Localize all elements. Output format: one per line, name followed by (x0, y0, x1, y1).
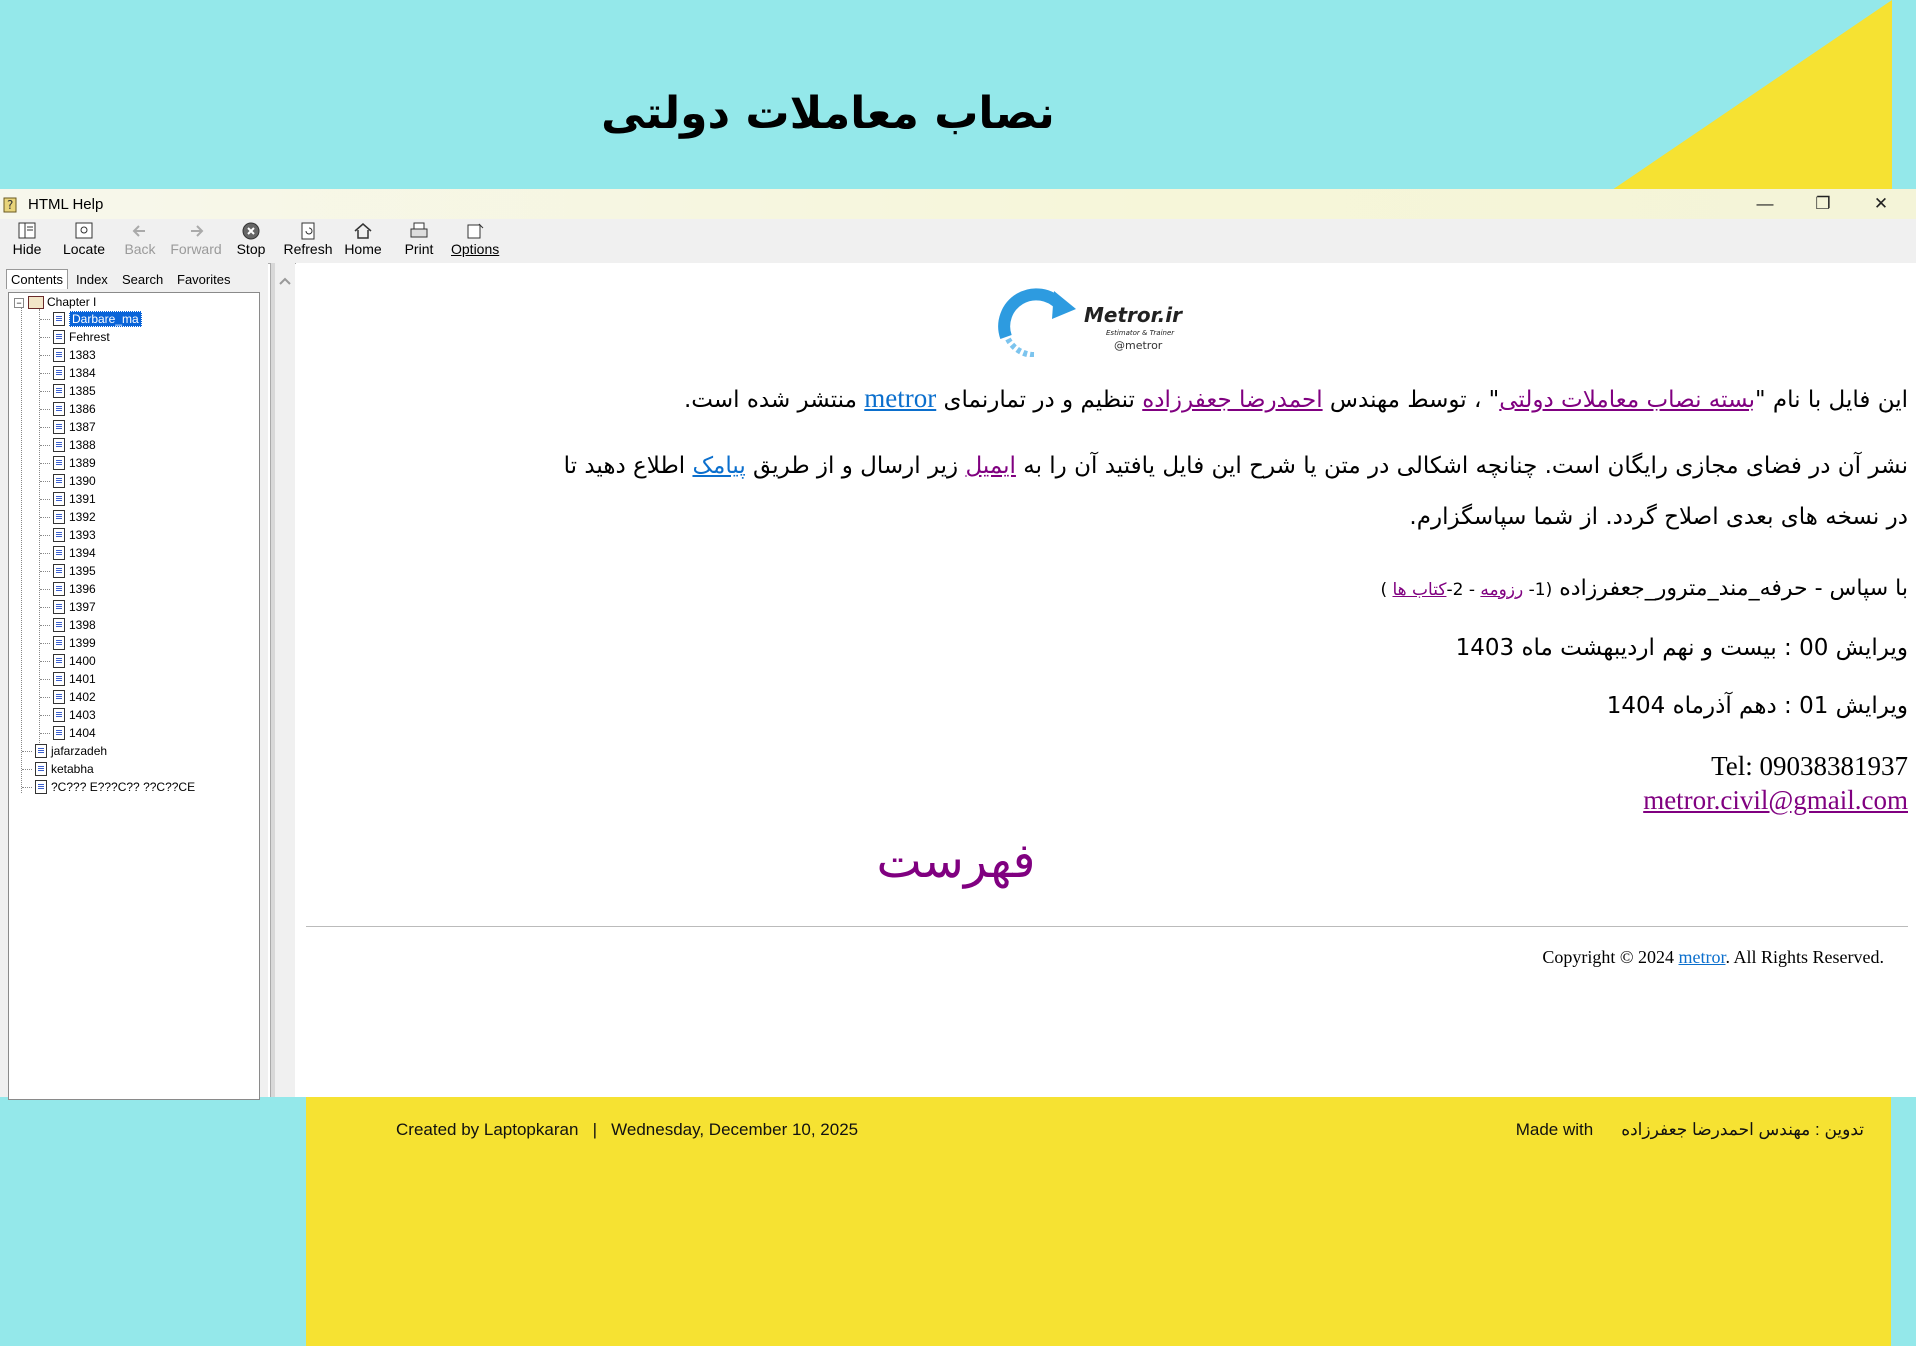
minimize-button[interactable]: — (1756, 194, 1774, 213)
page-icon (53, 474, 65, 488)
home-button[interactable]: Home (344, 221, 382, 257)
page-icon (53, 708, 65, 722)
page-icon (53, 546, 65, 560)
home-icon (352, 221, 374, 241)
copyright-metror-link[interactable]: metror (1678, 947, 1726, 967)
page-icon (53, 312, 65, 326)
page-icon (53, 366, 65, 380)
hide-icon (16, 221, 38, 241)
stop-button[interactable]: Stop (235, 221, 267, 257)
page-icon (53, 564, 65, 578)
forward-button[interactable]: Forward (170, 221, 222, 257)
print-button[interactable]: Print (403, 221, 435, 257)
tree-top-item[interactable]: ?C??? E???C?? ??C??CE (35, 779, 195, 795)
tree-item[interactable]: 1384 (53, 365, 96, 381)
options-button[interactable]: Options (451, 221, 499, 257)
restore-button[interactable]: ❐ (1815, 194, 1831, 213)
page-title: نصاب معاملات دولتی (601, 88, 1055, 139)
page-icon (35, 744, 47, 758)
tree-item[interactable]: 1395 (53, 563, 96, 579)
tab-contents[interactable]: Contents (6, 269, 68, 289)
page-icon (53, 726, 65, 740)
locate-icon (73, 221, 95, 241)
refresh-button[interactable]: Refresh (283, 221, 333, 257)
refresh-icon (297, 221, 319, 241)
page-icon (35, 762, 47, 776)
collapse-toggle-icon[interactable]: − (14, 298, 24, 308)
books-link[interactable]: کتاب ها (1392, 580, 1447, 600)
page-icon (53, 600, 65, 614)
edition-00: ویرایش 00 : بیست و نهم اردیبهشت ماه 1403 (1455, 635, 1908, 661)
page-icon (53, 636, 65, 650)
package-link[interactable]: بسته نصاب معاملات دولتی (1499, 387, 1755, 413)
tree-item[interactable]: 1390 (53, 473, 96, 489)
window-titlebar (0, 189, 1916, 219)
navigation-pane (0, 263, 268, 1097)
page-icon (53, 582, 65, 596)
tree-top-item[interactable]: ketabha (35, 761, 94, 777)
tree-item[interactable]: 1401 (53, 671, 96, 687)
options-icon (464, 221, 486, 241)
page-icon (53, 420, 65, 434)
thanks-line: با سپاس - حرفه_مند_مترور_جعفرزاده (1- رزومه - 2-کتاب ها ) (1380, 576, 1908, 601)
tree-item[interactable]: 1398 (53, 617, 96, 633)
edition-01: ویرایش 01 : دهم آذرماه 1404 (1606, 693, 1908, 719)
page-icon (53, 672, 65, 686)
page-icon (53, 456, 65, 470)
page-icon (53, 510, 65, 524)
author-link[interactable]: احمدرضا جعفرزاده (1142, 387, 1323, 413)
tree-item[interactable]: 1393 (53, 527, 96, 543)
page-icon (53, 330, 65, 344)
close-button[interactable]: ✕ (1873, 194, 1889, 213)
logo-arrow-icon (996, 287, 1086, 357)
page-icon (53, 618, 65, 632)
tree-item[interactable]: 1402 (53, 689, 96, 705)
resume-link[interactable]: رزومه (1480, 580, 1524, 600)
tree-item[interactable]: 1389 (53, 455, 96, 471)
tree-item[interactable]: 1394 (53, 545, 96, 561)
back-button[interactable]: Back (122, 221, 158, 257)
help-app-icon (3, 195, 19, 213)
topic-content (296, 263, 1916, 1097)
page-icon (53, 384, 65, 398)
page-icon (53, 348, 65, 362)
page-icon (53, 492, 65, 506)
metror-site-link[interactable]: metror (864, 383, 937, 413)
email-link[interactable]: ایمیل (965, 453, 1016, 479)
tree-top-item[interactable]: jafarzadeh (35, 743, 107, 759)
email-address-link[interactable]: metror.civil@gmail.com (1643, 785, 1908, 815)
divider (306, 926, 1908, 927)
table-of-contents-link[interactable]: فهرست (876, 833, 1036, 889)
tree-item[interactable]: 1391 (53, 491, 96, 507)
metror-logo: Metror.ir Estimator & Trainer @metror (996, 287, 1226, 357)
forward-arrow-icon (185, 221, 207, 241)
tab-index[interactable]: Index (76, 272, 108, 287)
page-icon (53, 528, 65, 542)
locate-button[interactable]: Locate (62, 221, 106, 257)
tree-item[interactable]: 1386 (53, 401, 96, 417)
notice-paragraph: نشر آن در فضای مجازی رایگان است. چنانچه اشکالی در متن یا شرح این فایل یافتید آن را به ایمیل زیر ارسال و از طریق پیامک اطلاع دهید تا در نسخه های بعدی اصلاح گردد. از شما سپاسگزارم. (563, 453, 1908, 530)
page-icon (53, 690, 65, 704)
page-icon (53, 654, 65, 668)
tab-search[interactable]: Search (122, 272, 164, 287)
page-icon (53, 402, 65, 416)
tree-item[interactable]: Darbare_ma (53, 311, 142, 327)
svg-text:?: ? (7, 198, 14, 212)
content-scrollbar[interactable] (275, 263, 295, 1097)
tree-item[interactable]: 1387 (53, 419, 96, 435)
copyright: Copyright © 2024 metror. All Rights Reserved. (1542, 947, 1884, 967)
stop-icon (240, 221, 262, 241)
tree-item[interactable]: 1397 (53, 599, 96, 615)
hide-button[interactable]: Hide (12, 221, 42, 257)
telephone: Tel: 09038381937 (1711, 751, 1908, 781)
tree-item[interactable]: 1400 (53, 653, 96, 669)
tree-item[interactable]: 1399 (53, 635, 96, 651)
tree-item[interactable]: 1403 (53, 707, 96, 723)
page-icon (53, 438, 65, 452)
tree-item[interactable]: 1396 (53, 581, 96, 597)
tree-root-chapter[interactable]: − Chapter I (14, 294, 96, 310)
sms-link[interactable]: پیامک (692, 453, 746, 479)
tree-item[interactable]: 1404 (53, 725, 96, 741)
tree-item[interactable]: 1383 (53, 347, 96, 363)
footer-credit: Created by Laptopkaran | Wednesday, December 10, 2025 (396, 1120, 859, 1139)
tree-item[interactable]: 1388 (53, 437, 96, 453)
page-icon (35, 780, 47, 794)
intro-paragraph: این فایل با نام "بسته نصاب معاملات دولتی" ، توسط مهندس احمدرضا جعفرزاده تنظیم و در تمارنمای metror منتشر شده است. (683, 383, 1908, 413)
help-window (0, 189, 1916, 1097)
tree-item[interactable]: Fehrest (53, 329, 110, 345)
footer-author: Made with تدوین : مهندس احمدرضا جعفرزاده (1515, 1120, 1864, 1139)
tree-item[interactable]: 1392 (53, 509, 96, 525)
contents-tree (8, 292, 260, 1100)
scroll-up-icon[interactable] (275, 271, 295, 291)
tab-favorites[interactable]: Favorites (177, 272, 231, 287)
printer-icon (408, 221, 430, 241)
tree-item[interactable]: 1385 (53, 383, 96, 399)
toolbar (0, 219, 1916, 264)
back-arrow-icon (129, 221, 151, 241)
open-book-icon (28, 296, 44, 309)
window-title: HTML Help (28, 196, 104, 213)
